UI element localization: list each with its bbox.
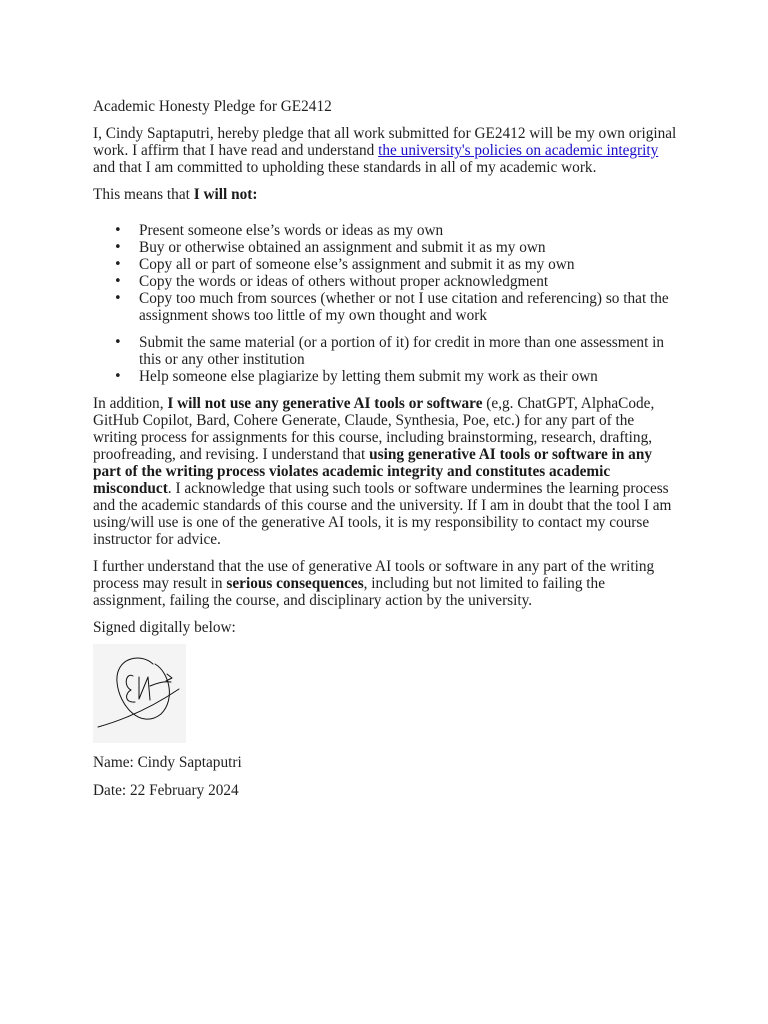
- intro-paragraph: [93, 125, 678, 176]
- signed-label: Signed digitally below:: [93, 619, 236, 636]
- means-paragraph: [93, 186, 678, 203]
- document-title: Academic Honesty Pledge for GE2412: [93, 98, 332, 115]
- list-item: • Submit the same material (or a portion of it) for credit in more than one assessment in this or any other institution: [93, 334, 678, 368]
- ai-text-3: . I acknowledge that using such tools or software undermines the learning process and the academic standards of this course and the university. If I am in doubt that the tool I am using/will use is one of the generative AI tools, it is my responsibility to contact my course instructor for advice.: [93, 480, 672, 548]
- name-line: Name: Cindy Saptaputri: [93, 754, 242, 771]
- consequences-paragraph: [93, 558, 678, 609]
- means-lead: This means that: [93, 186, 194, 203]
- date-line: Date: 22 February 2024: [93, 782, 239, 799]
- ai-text-2: (e,g. ChatGPT, AlphaCode, GitHub Copilot, Bard, Cohere Generate, Claude, Synthesia, Poe, etc.) for any part of the writing process for assignments for this course, including brainstorming, research, drafting, proofreading, and revising. I understand that: [93, 395, 655, 463]
- consequences-text-2: , including but not limited to failing the assignment, failing the course, and disciplinary action by the university.: [93, 575, 605, 609]
- ai-policy-paragraph: [93, 395, 678, 548]
- intro-text-1: I, Cindy Saptaputri, hereby pledge that all work submitted for GE2412 will be my own original work. I affirm that I have read and understand: [93, 125, 677, 159]
- policy-link[interactable]: the university's policies on academic integrity: [378, 142, 659, 159]
- prohibited-list-continued: [93, 334, 678, 385]
- list-item: • Copy all or part of someone else’s assignment and submit it as my own: [93, 256, 678, 273]
- consequences-bold: serious consequences: [226, 575, 364, 592]
- list-item: • Buy or otherwise obtained an assignment and submit it as my own: [93, 239, 678, 256]
- ai-bold-1: I will not use any generative AI tools or software: [167, 395, 483, 412]
- intro-text-2: and that I am committed to upholding these standards in all of my academic work.: [93, 159, 597, 176]
- prohibited-list: [93, 222, 678, 324]
- signature-icon: [93, 644, 186, 743]
- pledge-document: [93, 98, 678, 809]
- list-item: • Present someone else’s words or ideas as my own: [93, 222, 678, 239]
- list-item: • Help someone else plagiarize by letting them submit my work as their own: [93, 368, 678, 385]
- ai-bold-2: using generative AI tools or software in any part of the writing process violates academic integrity and constitutes academic misconduct: [93, 446, 652, 497]
- signature-image: [93, 644, 186, 743]
- means-bold: I will not:: [193, 186, 258, 203]
- list-item: • Copy the words or ideas of others without proper acknowledgment: [93, 273, 678, 290]
- consequences-text-1: I further understand that the use of generative AI tools or software in any part of the writing process may result in: [93, 558, 655, 592]
- list-item: • Copy too much from sources (whether or not I use citation and referencing) so that the assignment shows too little of my own thought and work: [93, 290, 678, 324]
- ai-text-1: In addition,: [93, 395, 168, 412]
